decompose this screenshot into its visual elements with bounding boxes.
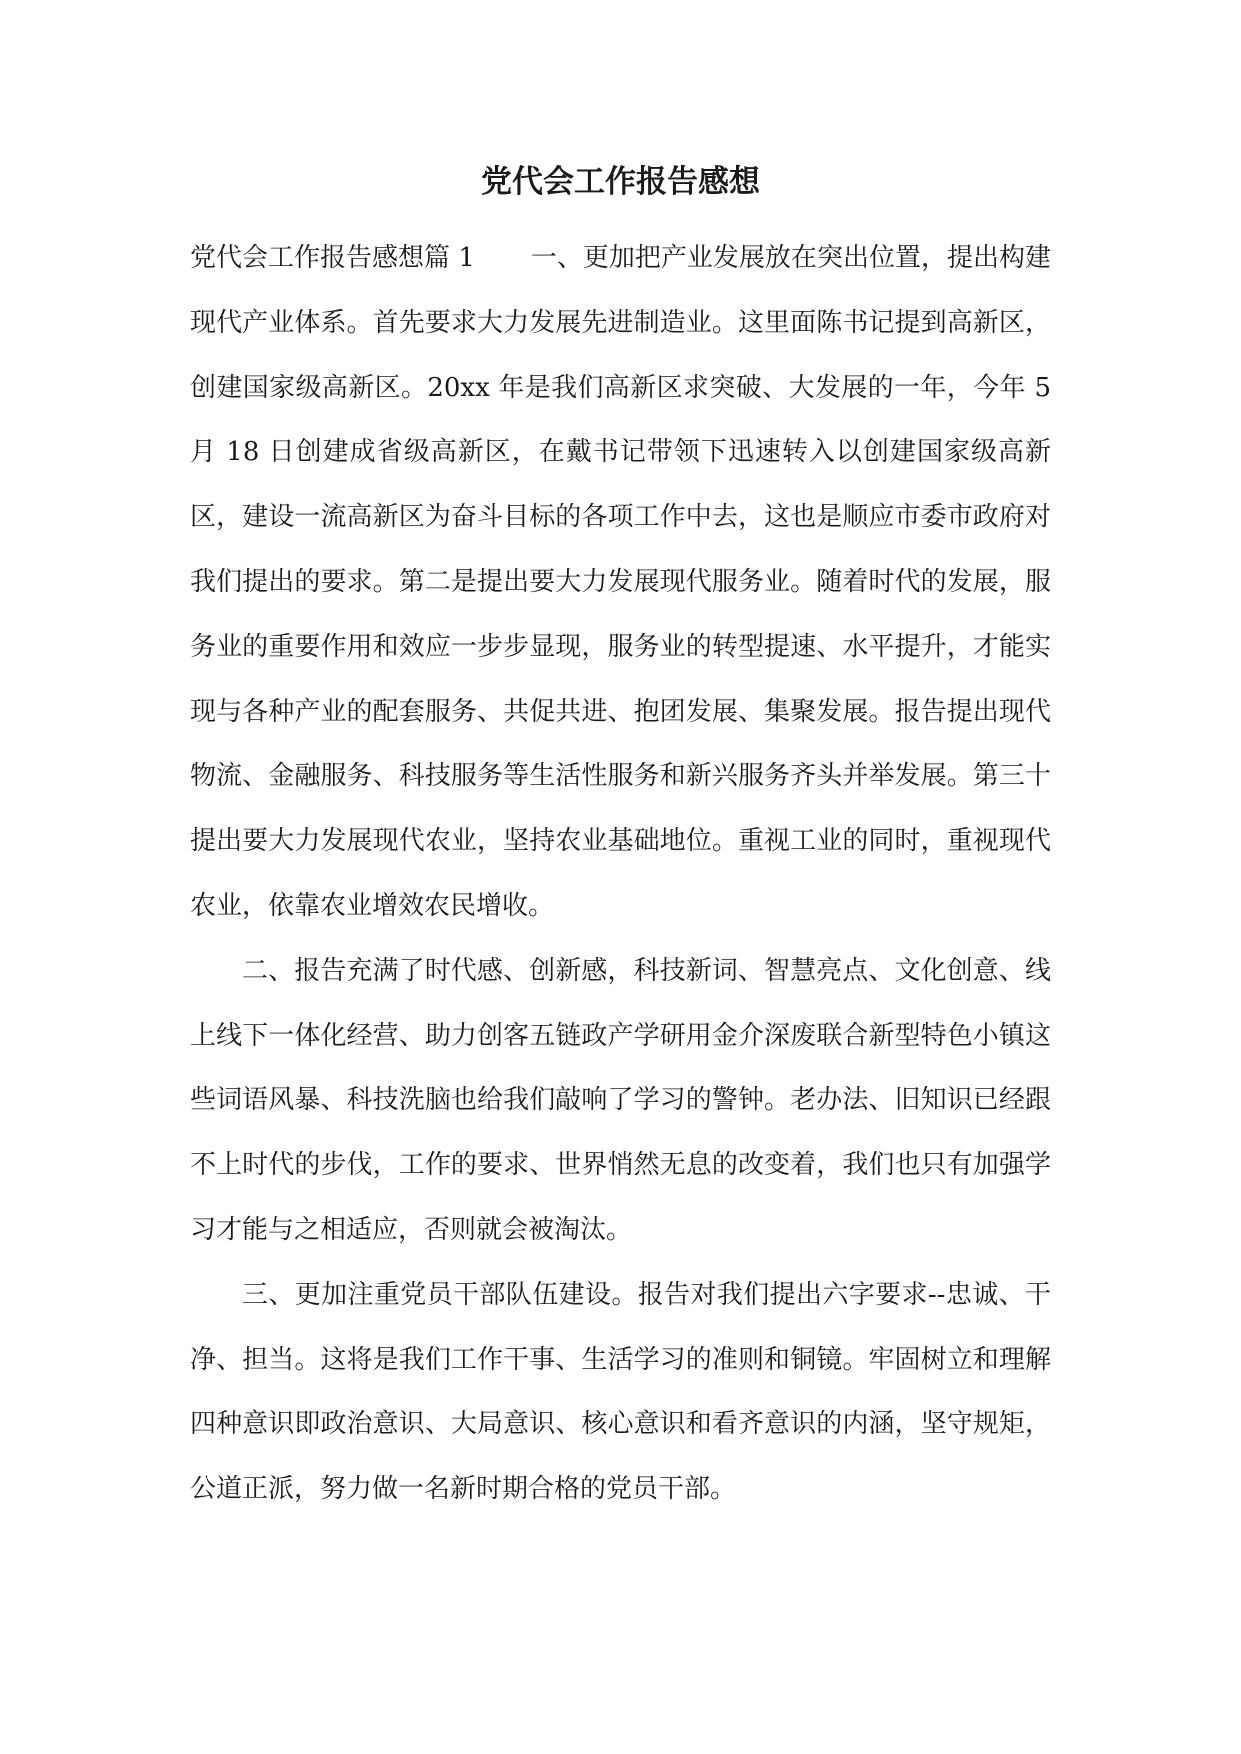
paragraph-2: 二、报告充满了时代感、创新感，科技新词、智慧亮点、文化创意、线上线下一体化经营、助力创客五链政产学研用金介深废联合新型特色小镇这些词语风暴、科技洗脑也给我们敲响了学习的警钟。老办法、旧知识已经跟不上时代的步伐，工作的要求、世界悄然无息的改变着，我们也只有加强学习才能与之相适应，否则就会被淘汰。 xyxy=(190,955,1051,1245)
document-title: 党代会工作报告感想 xyxy=(481,164,760,200)
paragraph-1 xyxy=(190,226,1051,939)
paragraph-3: 三、更加注重党员干部队伍建设。报告对我们提出六字要求--忠诚、干净、担当。这将是我们工作干事、生活学习的准则和铜镜。牢固树立和理解四种意识即政治意识、大局意识、核心意识和看齐意识的内涵，坚守规矩，公道正派，努力做一名新时期合格的党员干部。 xyxy=(190,1279,1051,1505)
document-body xyxy=(190,226,1051,1522)
section-heading-label: 党代会工作报告感想篇 1 xyxy=(190,243,475,273)
paragraph-1-text: 一、更加把产业发展放在突出位置，提出构建现代产业体系。首先要求大力发展先进制造业。这里面陈书记提到高新区，创建国家级高新区。20xx 年是我们高新区求突破、大发展的一年，今年 5 月 18 日创建成省级高新区，在戴书记带领下迅速转入以创建国家级高新区，建设一流高新区为奋斗目标的各项工作中去，这也是顺应市委市政府对我们提出的要求。第二是提出要大力发展现代服务业。随着时代的发展，服务业的重要作用和效应一步步显现，服务业的转型提速、水平提升，才能实现与各种产业的配套服务、共促共进、抱团发展、集聚发展。报告提出现代物流、金融服务、科技服务等生活性服务和新兴服务齐头并举发展。第三十提出要大力发展现代农业，坚持农业基础地位。重视工业的同时，重视现代农业，依靠农业增效农民增收。 xyxy=(190,243,1051,921)
